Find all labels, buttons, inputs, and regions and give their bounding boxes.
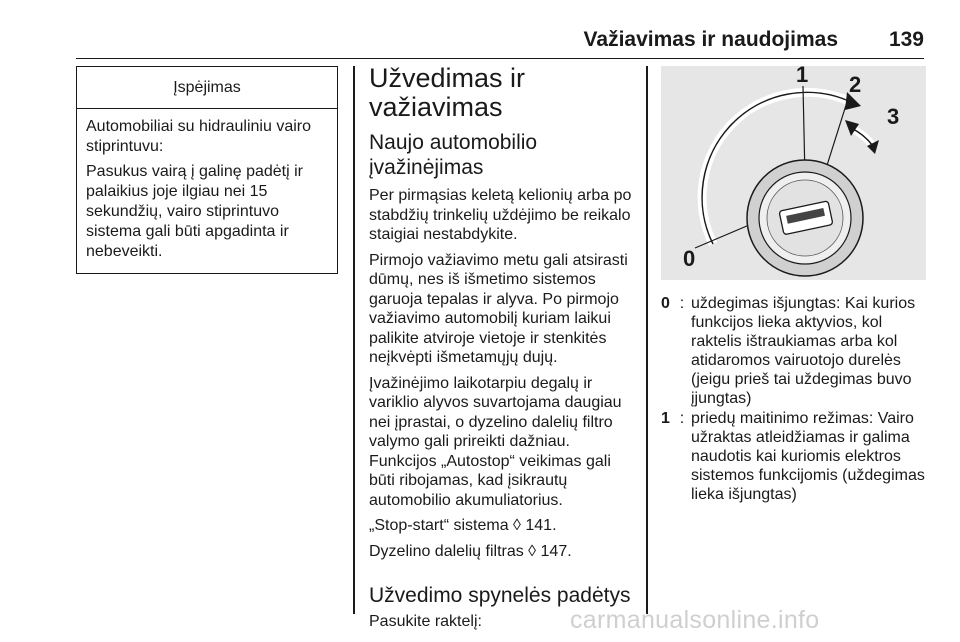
figure-label-3: 3 xyxy=(887,104,900,129)
left-column xyxy=(76,66,338,274)
subsection-title: Naujo automobilio įvažinėjimas xyxy=(369,131,538,179)
warning-paragraph: Pasukus vairą į galinę padėtį ir palaikius joje ilgiau nei 15 sekundžių, vairo stiprintuvo sistema gali būti apgadinta ir nebeveikti. xyxy=(86,163,304,260)
warning-body xyxy=(77,109,337,273)
body-paragraph: Pasukite raktelį: xyxy=(369,613,482,630)
warning-title: Įspėjimas xyxy=(77,67,337,109)
position-key: 1 xyxy=(661,410,670,427)
body-paragraph: Per pirmąsias keletą kelionių arba po stabdžių trinkelių uždėjimo be reikalo staigiai nestabdykite. xyxy=(369,187,632,243)
column-divider xyxy=(353,66,355,614)
cross-reference: Dyzelino dalelių filtras ◊ 147. xyxy=(369,542,572,560)
right-column xyxy=(661,66,929,505)
body-paragraph: Funkcijos „Autostop“ veikimas gali būti ribojamas, kad įsikrautų automobilio akumuliatorius. xyxy=(369,452,611,509)
watermark: carmanualsonline.info xyxy=(570,606,820,634)
position-description: uždegimas išjungtas: Kai kurios funkcijos lieka aktyvios, kol raktelis ištraukiamas arba kol atidaromos vairuotojo durelės (jeigu prieš tai uždegimas buvo įjungtas) xyxy=(691,295,916,407)
middle-column xyxy=(369,64,635,638)
ignition-switch-figure xyxy=(661,66,926,280)
warning-paragraph: Automobiliai su hidrauliniu vairo stiprintuvu: xyxy=(86,118,312,155)
figure-label-1: 1 xyxy=(796,66,809,87)
page-number: 139 xyxy=(888,28,924,51)
position-key: 0 xyxy=(661,295,670,312)
chapter-title: Užvedimas ir važiavimas xyxy=(369,63,526,122)
position-list xyxy=(661,294,929,504)
list-item: 1 : priedų maitinimo režimas: Vairo užraktas atleidžiamas ir galima naudotis kai kuriomis elektros sistemos funkcijomis (uždegimas lieka išjungtas) xyxy=(661,409,929,504)
section-title: Važiavimas ir naudojimas xyxy=(583,28,838,51)
column-divider xyxy=(646,66,648,614)
list-item: 0 : uždegimas išjungtas: Kai kurios funkcijos lieka aktyvios, kol raktelis ištraukiamas arba kol atidaromos vairuotojo durelės (jeigu prieš tai uždegimas buvo įjungtas) xyxy=(661,294,929,408)
body-paragraph: Įvažinėjimo laikotarpiu degalų ir variklio alyvos suvartojama daugiau nei įprastai, o dyzelino dalelių filtro valymo gali prireikti dažniau. xyxy=(369,374,622,450)
subsection-title: Užvedimo spynelės padėtys xyxy=(369,584,631,607)
body-paragraph: Pirmojo važiavimo metu gali atsirasti dūmų, nes iš išmetimo sistemos garuoja tepalas ir alyva. Po pirmojo važiavimo automobilį kuriam laikui palikite atviroje vietoje ir stenkitės neįkvėpti išmetamųjų dujų. xyxy=(369,251,628,366)
warning-box xyxy=(76,66,338,274)
page-header xyxy=(76,24,924,59)
cross-reference: „Stop-start“ sistema ◊ 141. xyxy=(369,517,557,534)
figure-label-2: 2 xyxy=(849,72,862,97)
position-description: priedų maitinimo režimas: Vairo užraktas atleidžiamas ir galima naudotis kai kuriomis elektros sistemos funkcijomis (uždegimas lieka išjungtas) xyxy=(691,410,925,503)
figure-label-0: 0 xyxy=(683,246,696,271)
